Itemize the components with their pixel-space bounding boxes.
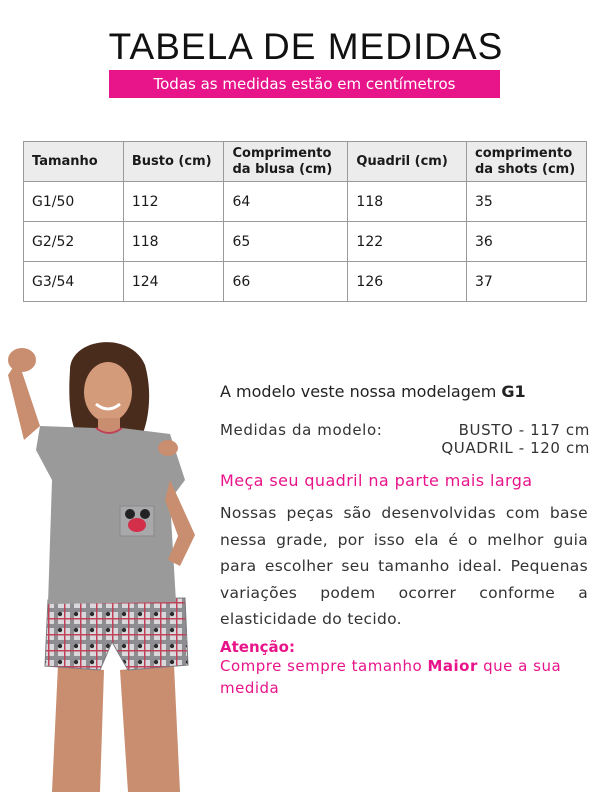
cell-hip: 122 [348,222,467,262]
table-row [24,222,587,262]
cell-shorts-length: 35 [467,182,587,222]
size-guide-paragraph: Nossas peças são desenvolvidas com base nessa grade, por isso ela é o melhor guia para escolher seu tamanho ideal. Pequenas variações podem ocorrer conforme a elasticidade do tecido. [220,504,588,628]
table-row [24,262,587,302]
cell-shirt-length: 64 [224,182,348,222]
model-measurements [220,421,590,457]
hip-measure: QUADRIL - 120 cm [441,439,590,457]
cell-hip: 126 [348,262,467,302]
cell-size: G3/54 [24,262,124,302]
table-header-row [24,142,587,182]
header-bust: Busto (cm) [123,142,224,182]
cell-hip: 118 [348,182,467,222]
attention-label: Atenção: [220,638,295,656]
model-photo [0,330,215,792]
attention-bold: Maior [427,657,478,675]
page-title: TABELA DE MEDIDAS [108,26,504,67]
cell-bust: 118 [123,222,224,262]
model-size: G1 [501,382,526,401]
attention-text [220,655,590,699]
cell-bust: 124 [123,262,224,302]
bust-measure: BUSTO - 117 cm [458,421,590,439]
model-line-text: A modelo veste nossa modelagem [220,382,502,401]
measures-label: Medidas da modelo: [220,421,383,439]
cell-shorts-length: 37 [467,262,587,302]
model-size-line [220,382,526,401]
attention-prefix: Compre sempre tamanho [220,657,428,675]
cell-bust: 112 [123,182,224,222]
cell-shirt-length: 66 [224,262,348,302]
header-size: Tamanho [24,142,124,182]
cell-shirt-length: 65 [224,222,348,262]
size-table [23,141,587,302]
hip-tip: Meça seu quadril na parte mais larga [220,471,533,490]
subtitle-banner: Todas as medidas estão em centímetros [109,70,500,98]
attention-suffix: que a sua medida [220,657,562,697]
cell-size: G1/50 [24,182,124,222]
header-hip: Quadril (cm) [348,142,467,182]
cell-size: G2/52 [24,222,124,262]
cell-shorts-length: 36 [467,222,587,262]
table-row [24,182,587,222]
header-shirt-length: Comprimento da blusa (cm) [224,142,348,182]
header-shorts-length: comprimento da shots (cm) [467,142,587,182]
